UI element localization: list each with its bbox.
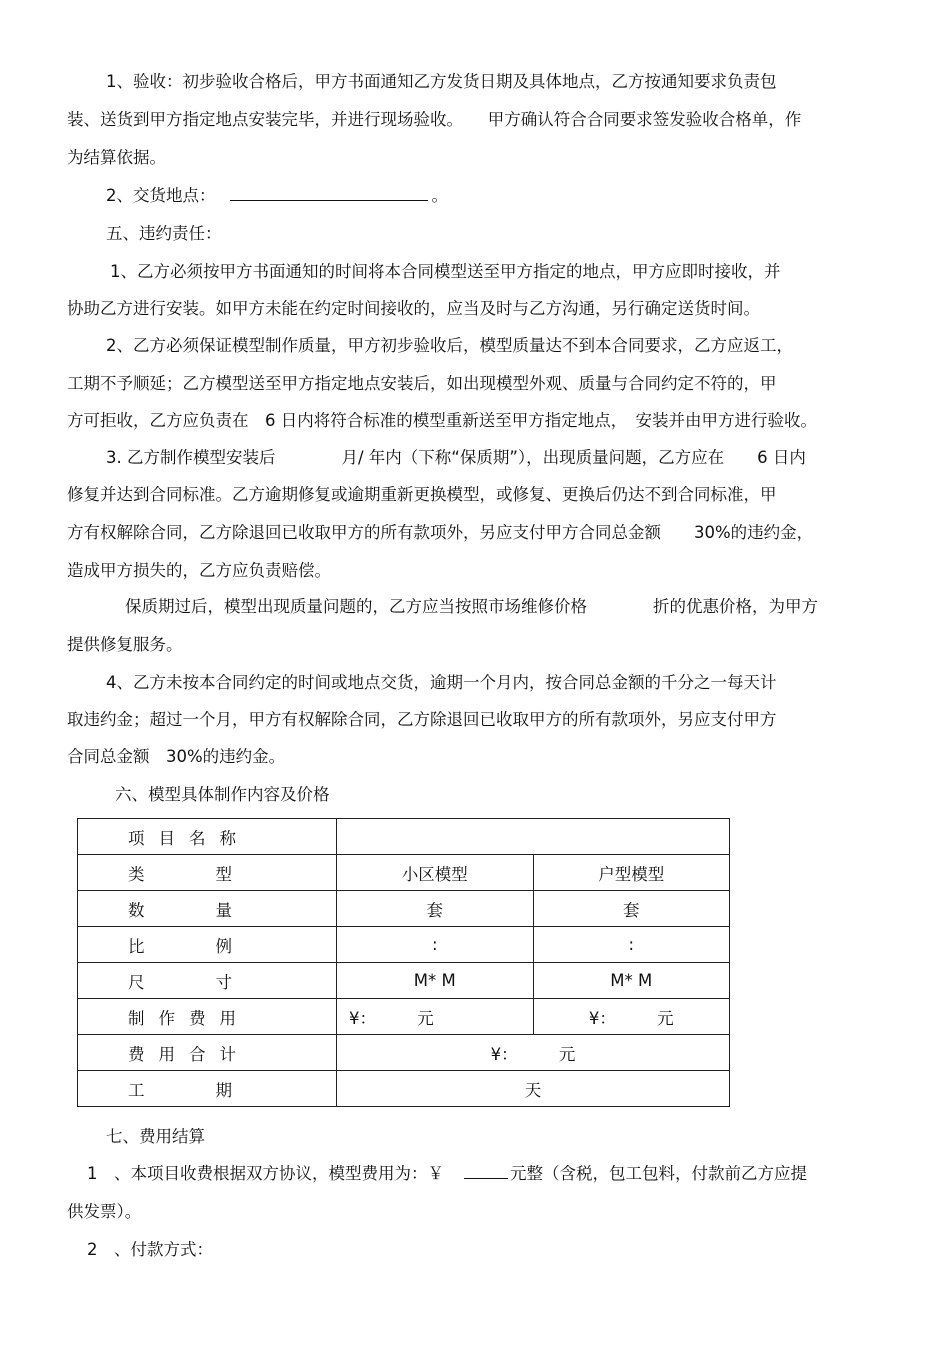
size-unit: M* M — [533, 963, 730, 999]
payment-method: 2 、付款方式： — [87, 1240, 213, 1259]
size-community: M* M — [337, 963, 534, 999]
total-value: ¥： 元 — [337, 1035, 730, 1071]
clause4-line3: 合同总金额 30%的违约金。 — [67, 747, 286, 766]
table-row-project — [78, 819, 730, 855]
clause4-line1: 4、乙方未按本合同约定的时间或地点交货，逾期一个月内，按合同总金额的千分之一每天计 — [106, 673, 777, 692]
price-table — [77, 818, 730, 1107]
clause3-line3: 方有权解除合同，乙方除退回已收取甲方的所有款项外，另应支付甲方合同总金额 30%的违约金， — [67, 523, 814, 542]
clause2-line2: 工期不予顺延；乙方模型送至甲方指定地点安装后，如出现模型外观、质量与合同约定不符的，甲 — [67, 374, 777, 393]
project-name-label: 项目名称 — [78, 819, 337, 855]
acceptance-p1-line1: 1、验收：初步验收合格后，甲方书面通知乙方发货日期及具体地点，乙方按通知要求负责包 — [106, 72, 777, 91]
period-label: 工 期 — [78, 1071, 337, 1107]
clause3-line1: 3. 乙方制作模型安装后 月/ 年内（下称“保质期”），出现质量问题，乙方应在 6 日内 — [106, 448, 806, 467]
clause3-line2: 修复并达到合同标准。乙方逾期修复或逾期重新更换模型，或修复、更换后仍达不到合同标准，甲 — [67, 485, 777, 504]
clause1-line1: 1、乙方必须按甲方书面通知的时间将本合同模型送至甲方指定的地点，甲方应即时接收，并 — [110, 262, 781, 281]
clause2-line3: 方可拒收，乙方应负责在 6 日内将符合标准的模型重新送至甲方指定地点， 安装并由甲方进行验收。 — [67, 411, 817, 430]
table-row-size — [78, 963, 730, 999]
type-label: 类 型 — [78, 855, 337, 891]
clause4-line2: 取违约金；超过一个月，甲方有权解除合同，乙方除退回已收取甲方的所有款项外，另应支付甲方 — [67, 710, 777, 729]
table-row-quantity — [78, 891, 730, 927]
scale-label: 比 例 — [78, 927, 337, 963]
clause3-line4: 造成甲方损失的，乙方应负责赔偿。 — [67, 561, 331, 580]
acceptance-p1-line2: 装、送货到甲方指定地点安装完毕，并进行现场验收。 甲方确认符合合同要求签发验收合格单，作 — [67, 110, 802, 129]
settlement-item1-line2: 供发票）。 — [67, 1202, 142, 1221]
quantity-unit: 套 — [533, 891, 730, 927]
warranty-line1: 保质期过后，模型出现质量问题的，乙方应当按照市场维修价格 折的优惠价格，为甲方 — [125, 597, 818, 616]
type-community: 小区模型 — [337, 855, 534, 891]
cost-community: ¥： 元 — [337, 999, 534, 1035]
size-label: 尺 寸 — [78, 963, 337, 999]
clause1-line2: 协助乙方进行安装。如甲方未能在约定时间接收的，应当及时与乙方沟通，另行确定送货时间。 — [67, 299, 760, 318]
settlement-item1-line1 — [87, 1164, 807, 1184]
cost-label: 制作费用 — [78, 999, 337, 1035]
warranty-line2: 提供修复服务。 — [67, 635, 183, 654]
scale-community: : — [337, 927, 534, 963]
delivery-location-label: 2、交货地点： — [106, 186, 216, 205]
project-name-value — [337, 819, 730, 855]
delivery-location — [106, 186, 448, 206]
table-row-period — [78, 1071, 730, 1107]
scale-unit: : — [533, 927, 730, 963]
settlement-item1-part-a: 1 、本项目收费根据双方协议，模型费用为：￥ — [87, 1164, 444, 1183]
table-row-type — [78, 855, 730, 891]
type-unit: 户型模型 — [533, 855, 730, 891]
total-label: 费用合计 — [78, 1035, 337, 1071]
delivery-location-end: 。 — [431, 186, 448, 205]
table-row-cost — [78, 999, 730, 1035]
clause2-line1: 2、乙方必须保证模型制作质量，甲方初步验收后，模型质量达不到本合同要求，乙方应返工， — [106, 336, 793, 355]
table-row-total — [78, 1035, 730, 1071]
settlement-item1-part-b: 元整（含税，包工包料，付款前乙方应提 — [510, 1164, 807, 1183]
section5-title: 五、违约责任： — [106, 224, 222, 243]
period-value: 天 — [337, 1071, 730, 1107]
table-row-scale — [78, 927, 730, 963]
fee-amount-blank — [464, 1164, 508, 1179]
cost-unit: ¥： 元 — [533, 999, 730, 1035]
acceptance-p1-line3: 为结算依据。 — [67, 148, 166, 167]
quantity-label: 数 量 — [78, 891, 337, 927]
quantity-community: 套 — [337, 891, 534, 927]
section6-title: 六、模型具体制作内容及价格 — [115, 785, 330, 804]
section7-title: 七、费用结算 — [106, 1127, 205, 1146]
delivery-location-blank — [230, 186, 428, 201]
